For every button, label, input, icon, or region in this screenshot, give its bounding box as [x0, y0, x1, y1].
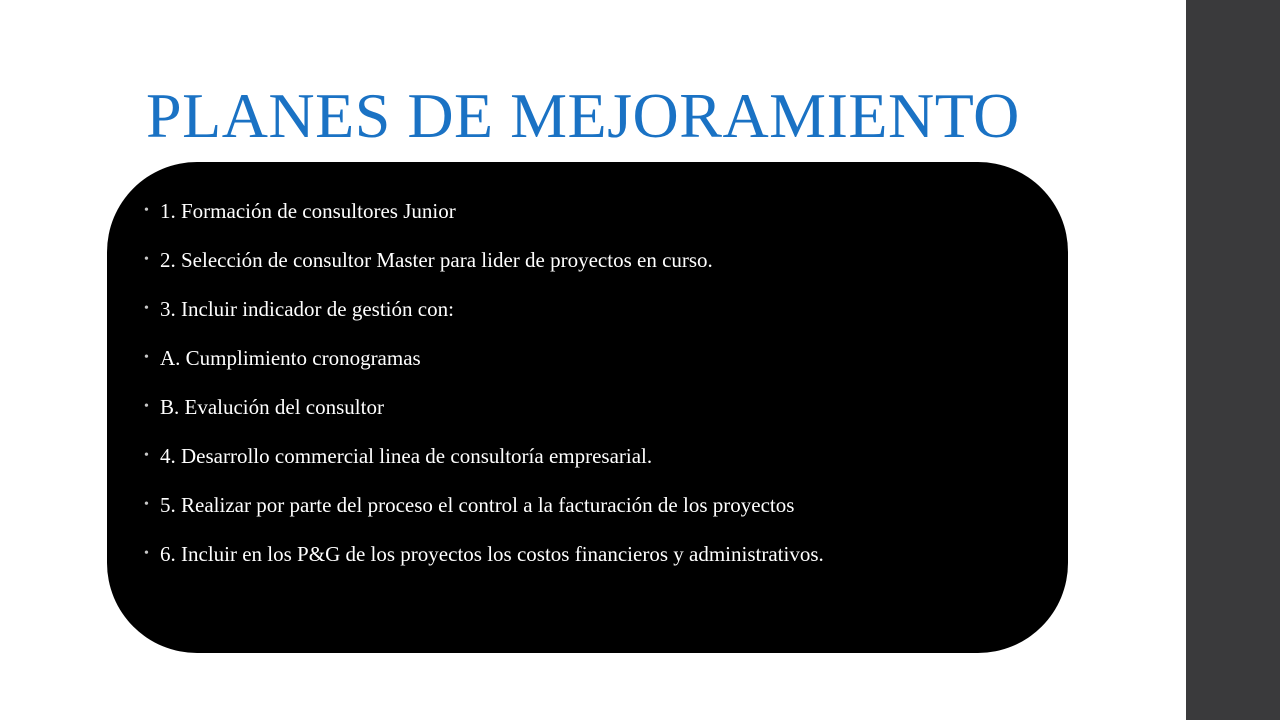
bullet-dot-icon: • [144, 497, 149, 512]
bullet-item [144, 296, 1008, 322]
bullet-text: 5. Realizar por parte del proceso el control a la facturación de los proyectos [160, 493, 795, 517]
bullet-item [144, 443, 1008, 469]
bullet-item [144, 541, 1008, 567]
bullet-dot-icon: • [144, 448, 149, 463]
bullet-text: 4. Desarrollo commercial linea de consultoría empresarial. [160, 444, 653, 468]
bullet-text: 1. Formación de consultores Junior [160, 199, 456, 223]
bullet-text: 2. Selección de consultor Master para lider de proyectos en curso. [160, 248, 713, 272]
bullet-text: B. Evalución del consultor [160, 395, 384, 419]
bullet-item [144, 394, 1008, 420]
bullet-dot-icon: • [144, 546, 149, 561]
bullet-text: A. Cumplimiento cronogramas [160, 346, 421, 370]
bullet-item [144, 345, 1008, 371]
side-bar [1186, 0, 1280, 720]
bullet-dot-icon: • [144, 399, 149, 414]
bullet-text: 6. Incluir en los P&G de los proyectos los costos financieros y administrativos. [160, 542, 824, 566]
bullet-dot-icon: • [144, 203, 149, 218]
bullet-dot-icon: • [144, 350, 149, 365]
bullet-dot-icon: • [144, 301, 149, 316]
bullet-list [144, 198, 1008, 567]
content-box [107, 162, 1068, 653]
bullet-dot-icon: • [144, 252, 149, 267]
bullet-text: 3. Incluir indicador de gestión con: [160, 297, 454, 321]
bullet-item [144, 198, 1008, 224]
bullet-item [144, 492, 1008, 518]
slide-title: PLANES DE MEJORAMIENTO [146, 80, 1020, 151]
bullet-item [144, 247, 1008, 273]
